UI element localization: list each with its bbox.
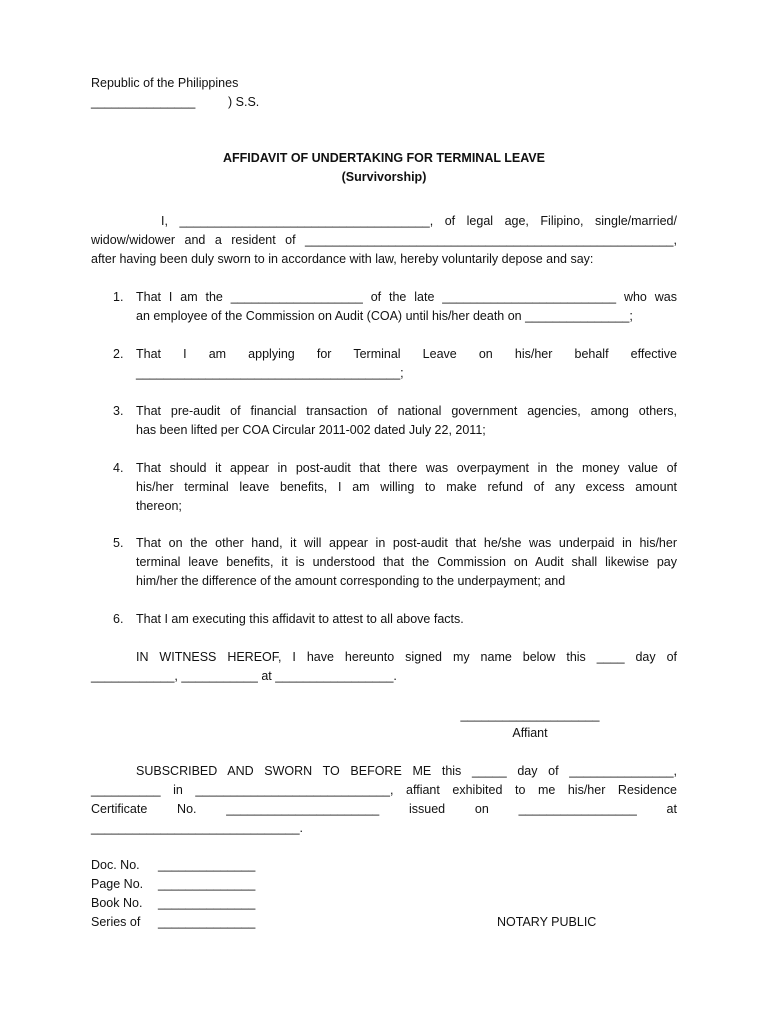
- document-subtitle: (Survivorship): [341, 170, 427, 184]
- item-5-line-3: him/her the difference of the amount corresponding to the underpayment; and: [136, 574, 566, 588]
- doc-no-blank: ______________: [158, 858, 256, 872]
- series-blank: ______________: [158, 915, 256, 929]
- doc-no-label: Doc. No.: [91, 858, 140, 872]
- page-no-blank: ______________: [158, 877, 256, 891]
- item-2-line-2: ______________________________________;: [136, 366, 404, 380]
- item-4-line-1: That should it appear in post-audit that there was overpayment in the money value of: [136, 461, 677, 475]
- item-5-line-1: That on the other hand, it will appear in post-audit that he/she was underpaid in his/her: [136, 536, 677, 550]
- page-no-label: Page No.: [91, 877, 144, 891]
- ss-blank: _______________: [91, 95, 196, 109]
- item-3-line-1: That pre-audit of financial transaction of national government agencies, among others,: [136, 404, 677, 418]
- item-1-line-2: an employee of the Commission on Audit (COA) until his/her death on _______________;: [136, 309, 633, 323]
- item-6-line-1: That I am executing this affidavit to attest to all above facts.: [136, 612, 464, 626]
- affiant-signature-line: ____________________: [460, 708, 600, 722]
- subscribed-line-2: __________ in ____________________________, affiant exhibited to me his/her Residence: [91, 783, 677, 797]
- item-5-line-2: terminal leave benefits, it is understood that the Commission on Audit shall likewise pay: [136, 555, 677, 569]
- intro-line-1: I, ____________________________________, of legal age, Filipino, single/married/: [161, 214, 677, 228]
- affiant-label: Affiant: [512, 726, 548, 740]
- subscribed-line-1: SUBSCRIBED AND SWORN TO BEFORE ME this _____ day of _______________,: [136, 764, 677, 778]
- book-no-label: Book No.: [91, 896, 143, 910]
- intro-line-2: widow/widower and a resident of _____________________________________________________,: [91, 233, 677, 247]
- document-title: AFFIDAVIT OF UNDERTAKING FOR TERMINAL LEAVE: [223, 151, 545, 165]
- witness-line-1: IN WITNESS HEREOF, I have hereunto signed my name below this ____ day of: [136, 650, 677, 664]
- item-number: 2.: [113, 347, 124, 361]
- notary-public-label: NOTARY PUBLIC: [497, 915, 597, 929]
- item-2-line-1: That I am applying for Terminal Leave on his/her behalf effective: [136, 347, 677, 361]
- item-1-line-1: That I am the ___________________ of the late _________________________ who was: [136, 290, 677, 304]
- republic-header: Republic of the Philippines: [91, 76, 239, 90]
- item-number: 3.: [113, 404, 124, 418]
- item-number: 4.: [113, 461, 124, 475]
- item-3-line-2: has been lifted per COA Circular 2011-002 dated July 22, 2011;: [136, 423, 486, 437]
- item-number: 1.: [113, 290, 124, 304]
- subscribed-line-4: ______________________________.: [91, 821, 304, 835]
- intro-line-3: after having been duly sworn to in accordance with law, hereby voluntarily depose and say:: [91, 252, 594, 266]
- item-4-line-3: thereon;: [136, 499, 182, 513]
- book-no-blank: ______________: [158, 896, 256, 910]
- item-4-line-2: his/her terminal leave benefits, I am willing to make refund of any excess amount: [136, 480, 677, 494]
- series-label: Series of: [91, 915, 141, 929]
- witness-line-2: ____________, ___________ at _________________.: [91, 669, 397, 683]
- ss-label: ) S.S.: [228, 95, 260, 109]
- subscribed-line-3: Certificate No. ______________________ issued on _________________ at: [91, 802, 677, 816]
- item-number: 5.: [113, 536, 124, 550]
- item-number: 6.: [113, 612, 124, 626]
